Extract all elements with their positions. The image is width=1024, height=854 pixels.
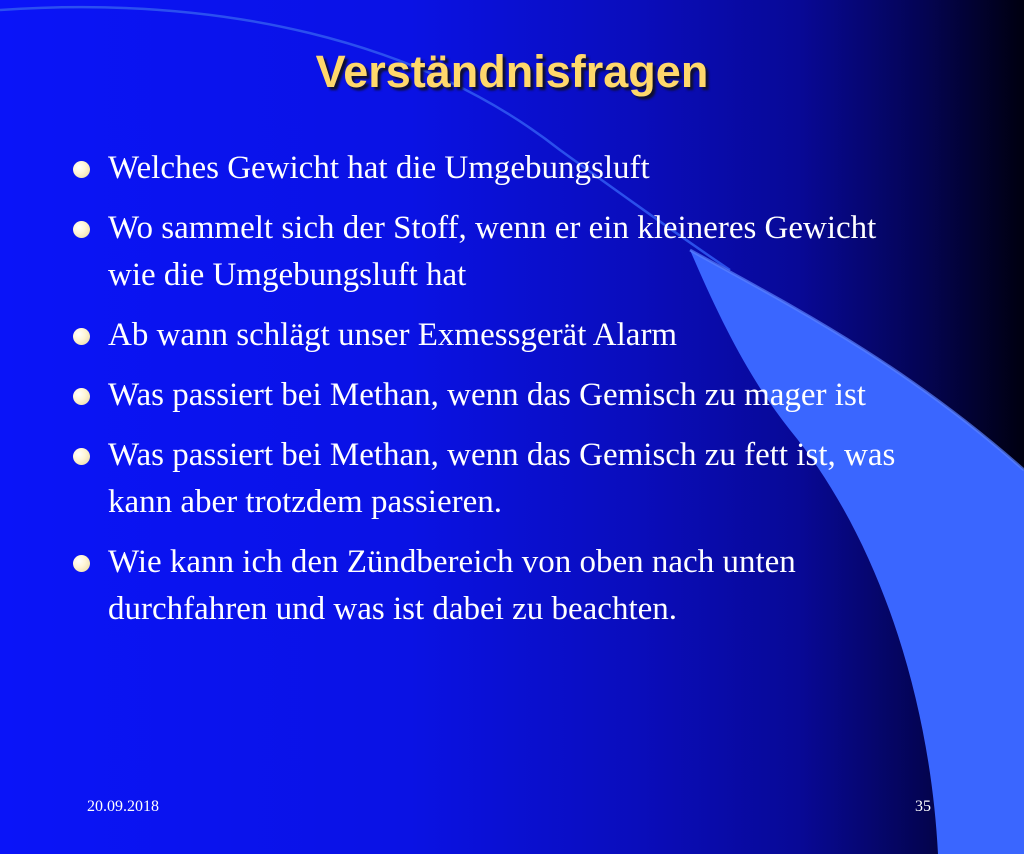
footer-date: 20.09.2018	[87, 798, 159, 815]
slide-title: Verständnisfragen	[315, 46, 709, 97]
bullet-item	[70, 312, 910, 359]
bullet-text: Wie kann ich den Zündbereich von oben nach unten durchfahren und was ist dabei zu beachten.	[108, 544, 796, 627]
bullet-dot-icon	[73, 555, 90, 572]
bullet-dot-icon	[73, 328, 90, 345]
bullet-item	[70, 539, 910, 633]
bullet-text: Wo sammelt sich der Stoff, wenn er ein kleineres Gewicht wie die Umgebungsluft hat	[108, 210, 877, 293]
bullet-text: Was passiert bei Methan, wenn das Gemisch zu fett ist, was kann aber trotzdem passieren.	[108, 437, 896, 520]
bullet-dot-icon	[73, 448, 90, 465]
bullet-item	[70, 372, 910, 419]
bullet-item	[70, 205, 910, 299]
bullet-item	[70, 145, 910, 192]
bullet-dot-icon	[73, 161, 90, 178]
bullet-list	[70, 145, 910, 646]
bullet-text: Ab wann schlägt unser Exmessgerät Alarm	[108, 317, 678, 353]
bullet-text: Welches Gewicht hat die Umgebungsluft	[108, 150, 650, 186]
slide-page-number: 35	[915, 798, 931, 815]
bullet-dot-icon	[73, 388, 90, 405]
bullet-dot-icon	[73, 221, 90, 238]
bullet-item	[70, 432, 910, 526]
bullet-text: Was passiert bei Methan, wenn das Gemisch zu mager ist	[108, 377, 866, 413]
